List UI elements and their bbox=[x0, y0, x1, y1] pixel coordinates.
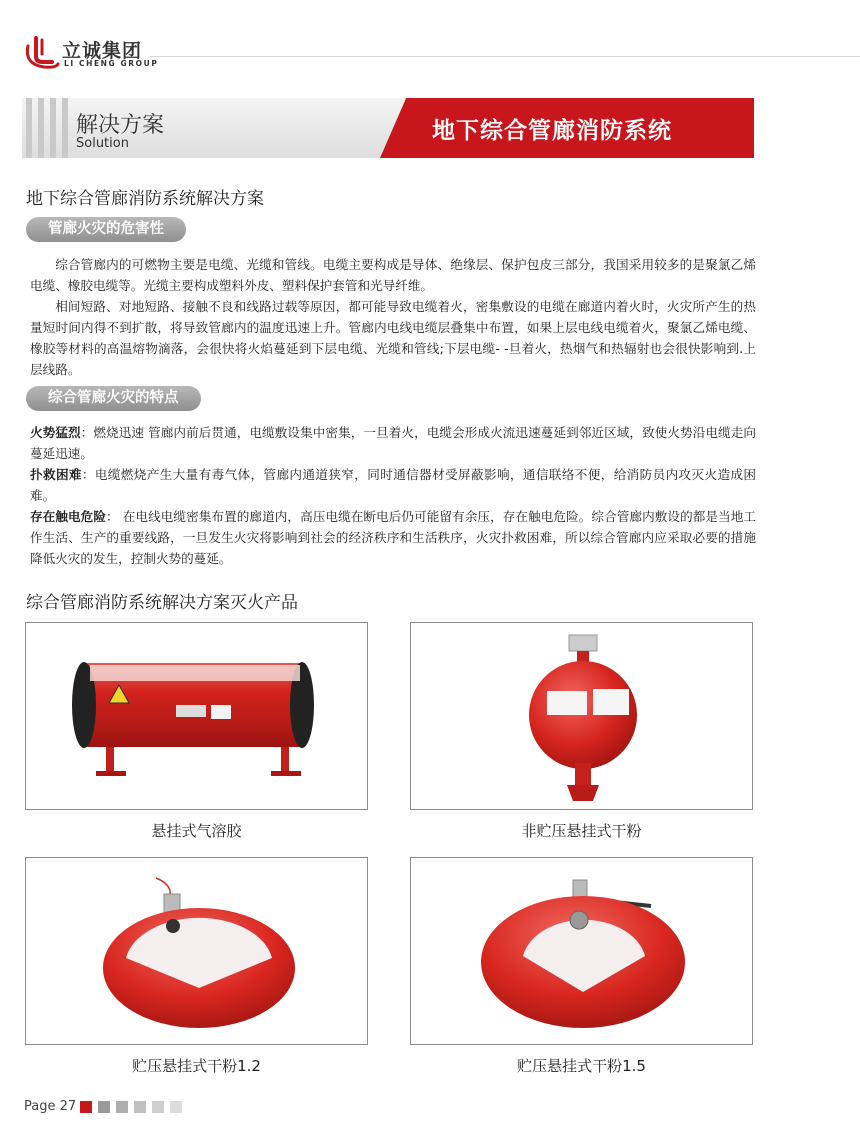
banner-subtitle: Solution bbox=[76, 136, 129, 151]
feature-text: ：电缆燃烧产生大量有毒气体，管廊内通道狭窄，同时通信器材受屏蔽影响，通信联络不便，给消防员内攻灭火造成困难。 bbox=[30, 467, 757, 503]
product-caption: 贮压悬挂式干粉1.5 bbox=[517, 1057, 646, 1075]
banner-stripes bbox=[26, 98, 68, 158]
hazard-paragraph-2: 相间短路、对地短路、接触不良和线路过载等原因，都可能导致电缆着火，密集敷设的电缆在廊道内着火时，火灾所产生的热量短时间内得不到扩散，将导致管廊内的温度迅速上升。管廊内电线电缆层叠集中布置，如果上层电线电缆着火，聚氯乙烯电缆、橡胶等材料的高温熔物滴落，会很快将火焰蔓延到下层电缆、光缆和管线;下层电缆- -旦着火，热烟气和热辐射也会很快影响到.上层线路。 bbox=[30, 299, 756, 377]
feature-text: ： 在电线电缆密集布置的廊道内，高压电缆在断电后仍可能留有余压，存在触电危险。综合管廊内敷设的都是当地工作生活、生产的重要线路，一旦发生火灾将影响到社会的经济秩序和生活秩序，火灾扑救困难，所以综合管廊内应采取必要的措施降低火灾的发生，控制火势的蔓延。 bbox=[30, 509, 756, 566]
feature-item bbox=[30, 422, 756, 464]
feature-term: 扑救困难 bbox=[30, 467, 82, 482]
logo-mark-icon bbox=[22, 34, 62, 70]
page-indicator-squares bbox=[80, 1101, 182, 1113]
company-logo bbox=[22, 34, 162, 74]
product-caption: 贮压悬挂式干粉1.2 bbox=[132, 1057, 261, 1075]
product-caption: 非贮压悬挂式干粉 bbox=[521, 822, 642, 840]
feature-term: 火势猛烈 bbox=[30, 425, 81, 440]
hazard-paragraph-1: 综合管廊内的可燃物主要是电缆、光缆和管线。电缆主要构成是导体、绝缘层、保护包皮三部分，我国采用较多的是聚氯乙烯电缆、橡胶电缆等。光缆主要构成塑料外皮、塑料保护套管和光导纤维。 bbox=[30, 257, 756, 293]
page-number: Page 27 bbox=[24, 1099, 77, 1114]
hazard-tag: 管廊火灾的危害性 bbox=[26, 217, 186, 242]
feature-item bbox=[30, 464, 756, 506]
aerosol-extinguisher-image bbox=[26, 623, 368, 810]
feature-item bbox=[30, 506, 756, 569]
banner-title: 解决方案 bbox=[76, 113, 165, 138]
product-photo-frame bbox=[410, 857, 753, 1045]
product-caption: 悬挂式气溶胶 bbox=[151, 822, 242, 840]
product-photo-frame bbox=[25, 857, 368, 1045]
feature-text: ：燃烧迅速 管廊内前后贯通，电缆敷设集中密集，一旦着火，电缆会形成火流迅速蔓延到邻近区域，致使火势沿电缆走向蔓延迅速。 bbox=[30, 425, 756, 461]
banner-topic: 地下综合管廊消防系统 bbox=[432, 118, 672, 144]
products-heading: 综合管廊消防系统解决方案灭火产品 bbox=[26, 593, 298, 613]
feature-term: 存在触电危险 bbox=[30, 509, 106, 524]
logo-name-cn: 立诚集团 bbox=[62, 40, 143, 62]
pressurized-powder-extinguisher-image bbox=[411, 858, 753, 1045]
section-banner bbox=[22, 98, 754, 158]
logo-name-en: LI CHENG GROUP bbox=[64, 59, 159, 68]
features-tag: 综合管廊火灾的特点 bbox=[26, 386, 201, 411]
product-photo-frame bbox=[25, 622, 368, 810]
header-divider bbox=[150, 56, 860, 57]
pressurized-powder-extinguisher-image bbox=[26, 858, 368, 1045]
solution-heading: 地下综合管廊消防系统解决方案 bbox=[26, 189, 264, 209]
hanging-powder-extinguisher-image bbox=[411, 623, 753, 810]
product-photo-frame bbox=[410, 622, 753, 810]
